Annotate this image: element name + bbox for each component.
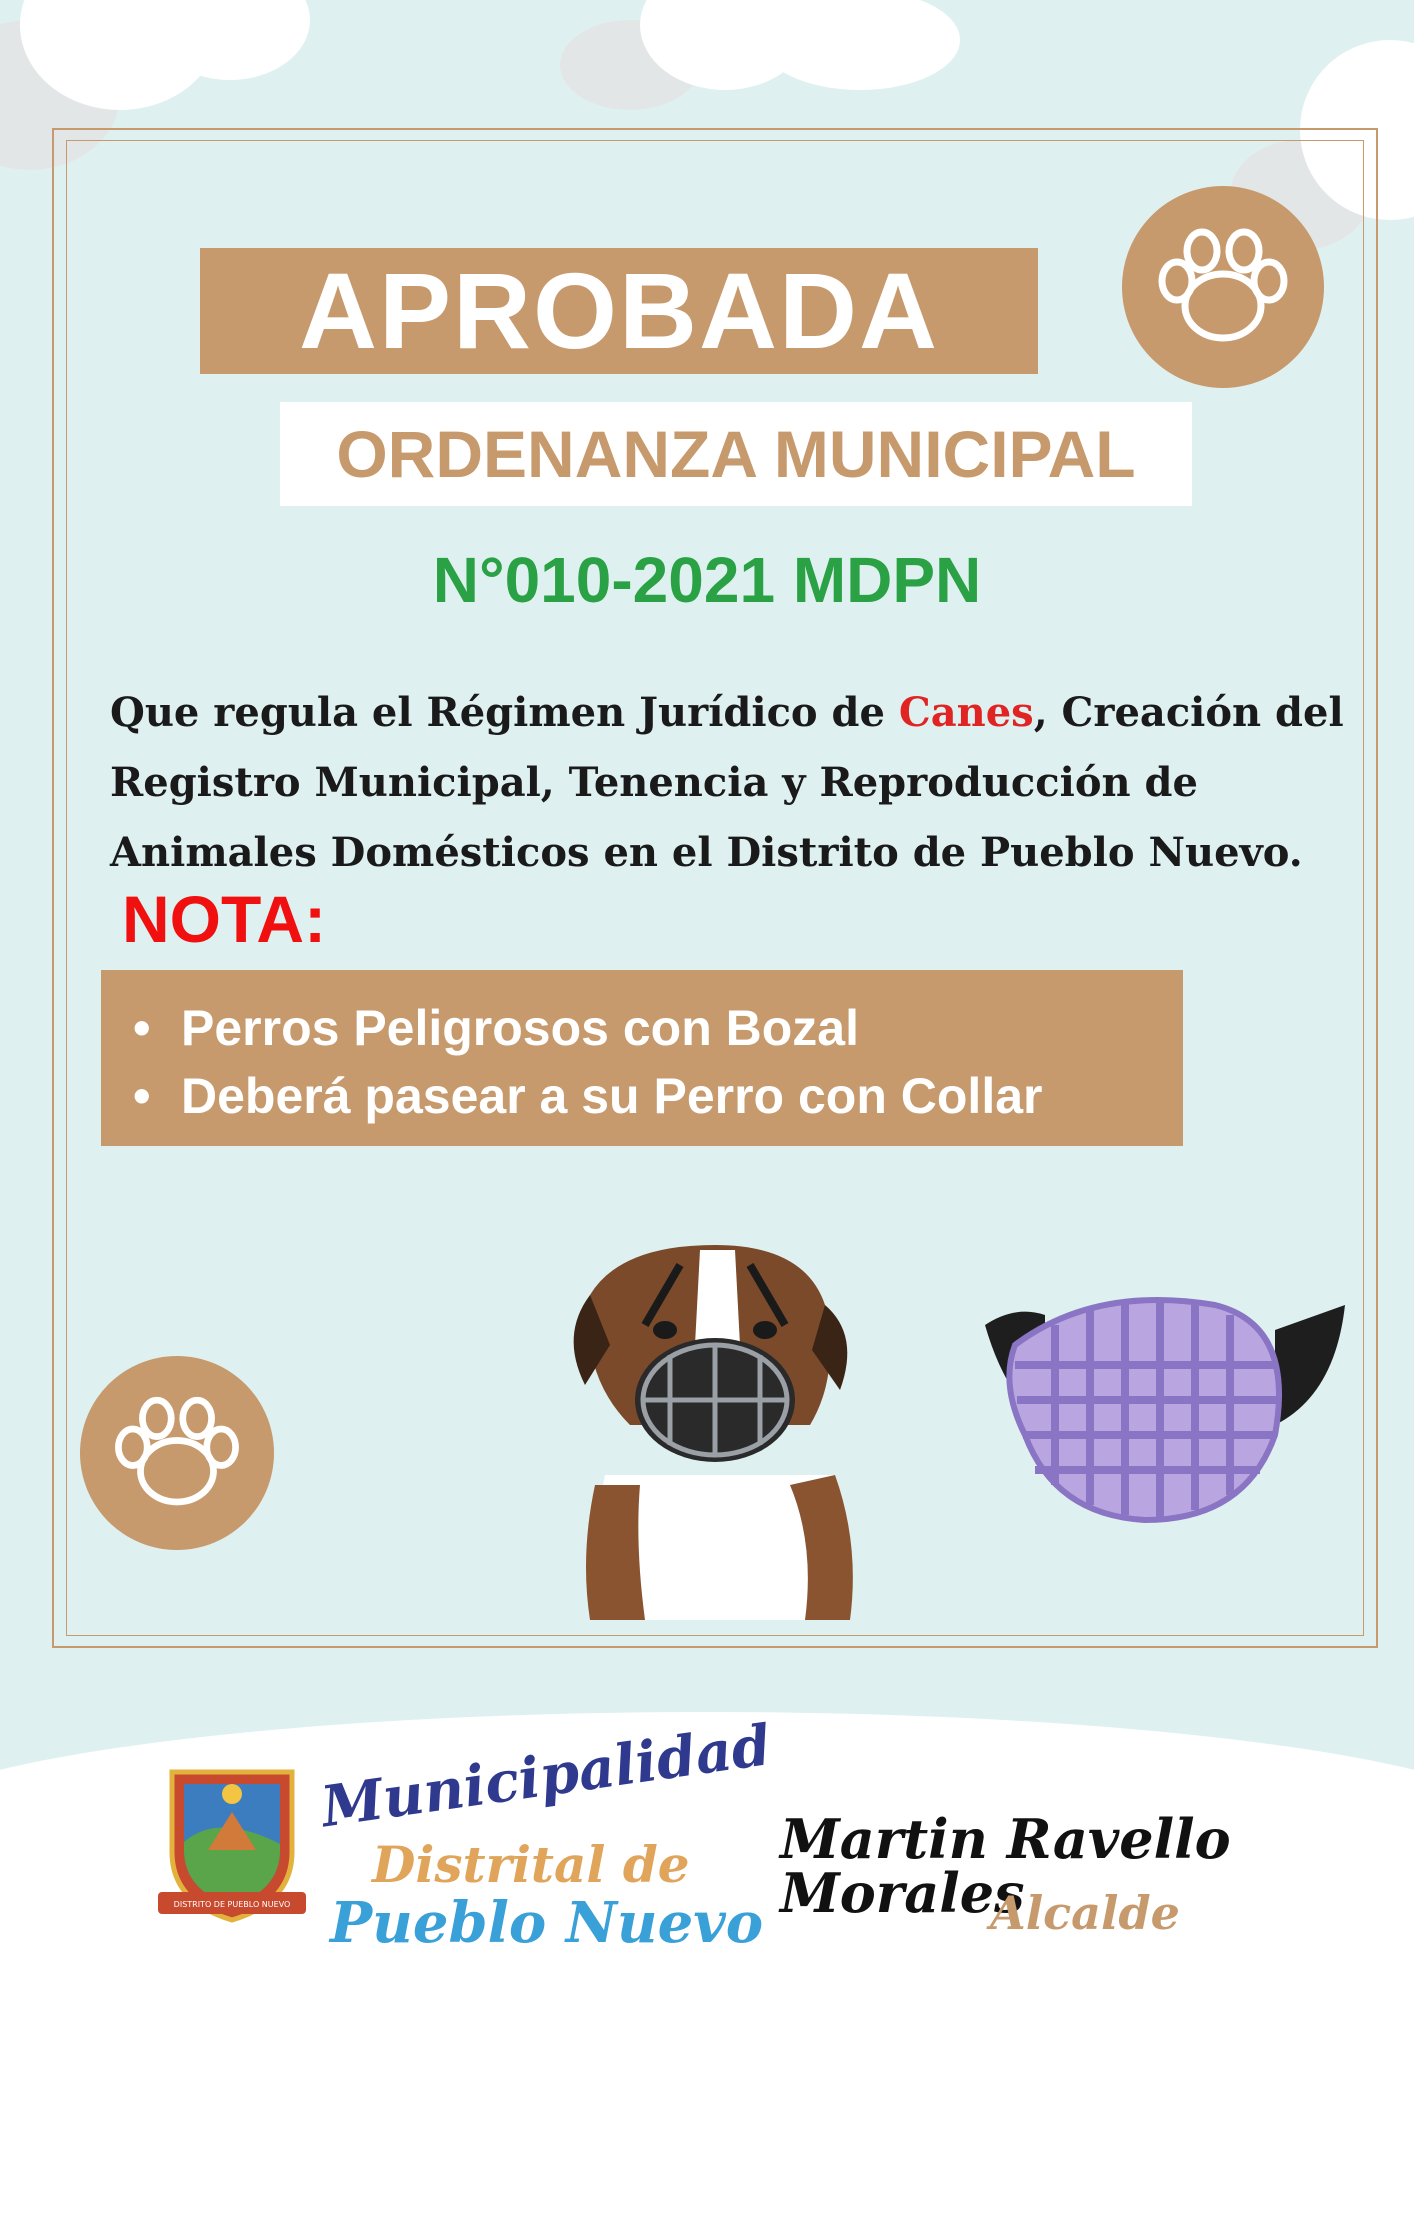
page-title: APROBADA [298, 250, 939, 371]
logo-line1: Municipalidad [317, 1712, 775, 1841]
mayor-title: Alcalde [990, 1886, 1180, 1940]
paw-icon [80, 1356, 274, 1550]
title-banner [200, 248, 1038, 374]
paw-icon [1122, 186, 1324, 388]
page-subtitle: ORDENANZA MUNICIPAL [336, 417, 1136, 491]
muzzle-image [975, 1285, 1355, 1525]
note-text: Perros Peligrosos con Bozal [181, 1000, 859, 1056]
note-label: NOTA: [122, 882, 327, 956]
bullet-icon: • [133, 1000, 151, 1056]
description-text: Que regula el Régimen Jurídico de [110, 689, 899, 736]
ordinance-number: N°010-2021 MDPN [432, 544, 982, 616]
dog-muzzle-image [550, 1225, 880, 1620]
logo-line3: Pueblo Nuevo [330, 1890, 764, 1956]
note-item [133, 1062, 1183, 1130]
ordinance-description [110, 678, 1360, 888]
description-text-end: , Creación del Registro Municipal, Tenencia y Reproducción de Animales Domésticos en el Distrito de Pueblo Nuevo. [110, 689, 1344, 876]
bullet-icon: • [133, 1068, 151, 1124]
logo-line2: Distrital de [372, 1835, 690, 1894]
note-text: Deberá pasear a su Perro con Collar [181, 1068, 1043, 1124]
cloud-decoration [760, 0, 960, 90]
note-item [133, 994, 1183, 1062]
highlight-word: Canes [898, 689, 1034, 736]
notes-box [101, 970, 1183, 1146]
subtitle-banner [280, 402, 1192, 506]
municipal-seal [158, 1752, 306, 1924]
mayor-name: Martin Ravello Morales [780, 1807, 1231, 1925]
seal-text: DISTRITO DE PUEBLO NUEVO [173, 1900, 291, 1909]
